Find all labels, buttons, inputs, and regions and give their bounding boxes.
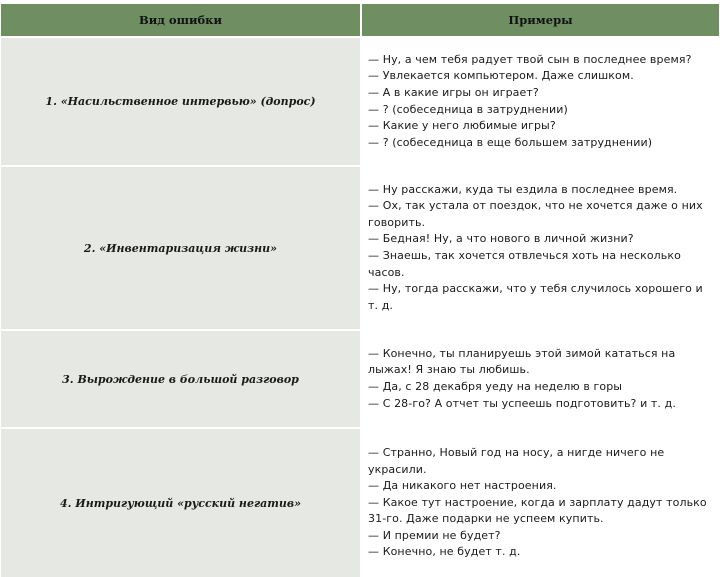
example-line: — Знаешь, так хочется отвлечься хоть на несколько часов. bbox=[368, 249, 681, 279]
example-line: — Конечно, не будет т. д. bbox=[368, 545, 521, 559]
example-line: — Ох, так устала от поездок, что не хочется даже о них говорить. bbox=[368, 199, 703, 229]
example-line: — А в какие игры он играет? bbox=[368, 85, 539, 99]
example-line: — С 28-го? А отчет ты успеешь подготовить? и т. д. bbox=[368, 396, 676, 410]
example-line: — Конечно, ты планируешь этой зимой кататься на лыжах! Я знаю ты любишь. bbox=[368, 346, 676, 377]
examples-cell bbox=[361, 428, 719, 577]
example-line: — Какие у него любимые игры? bbox=[368, 119, 556, 133]
example-line: — Увлекается компьютером. Даже слишком. bbox=[368, 69, 634, 83]
error-type-cell: 2. «Инвентаризация жизни» bbox=[1, 166, 361, 330]
example-line: — Бедная! Ну, а что нового в личной жизни? bbox=[368, 232, 634, 246]
error-type-cell: 1. «Насильственное интервью» (допрос) bbox=[1, 37, 361, 166]
table-header-row bbox=[1, 4, 719, 37]
example-line: — ? (собеседница в еще большем затруднении) bbox=[368, 135, 653, 149]
example-line: — Странно, Новый год на носу, а нигде ничего не украсили. bbox=[368, 445, 665, 476]
examples-cell bbox=[361, 166, 719, 330]
table-row bbox=[1, 330, 719, 428]
example-line: — Какое тут настроение, когда и зарплату дадут только 31-го. Даже подарки не успеем купить. bbox=[368, 495, 707, 526]
table-row bbox=[1, 166, 719, 330]
example-line: — И премии не будет? bbox=[368, 528, 501, 542]
examples-cell bbox=[361, 330, 719, 428]
table-row bbox=[1, 428, 719, 577]
example-line: — Да никакого нет настроения. bbox=[368, 479, 557, 493]
table-row bbox=[1, 37, 719, 166]
examples-cell bbox=[361, 37, 719, 166]
errors-table bbox=[1, 4, 719, 577]
example-line: — Ну расскажи, куда ты ездила в последнее время. bbox=[368, 182, 678, 196]
error-type-cell: 4. Интригующий «русский негатив» bbox=[1, 428, 361, 577]
error-type-cell: 3. Вырождение в большой разговор bbox=[1, 330, 361, 428]
example-line: — Ну, а чем тебя радует твой сын в последнее время? bbox=[368, 52, 692, 66]
example-line: — Да, с 28 декабря уеду на неделю в горы bbox=[368, 380, 623, 393]
example-line: — ? (собеседница в затруднении) bbox=[368, 102, 568, 116]
header-error-type: Вид ошибки bbox=[1, 4, 361, 37]
header-examples: Примеры bbox=[361, 4, 719, 37]
example-line: — Ну, тогда расскажи, что у тебя случилось хорошего и т. д. bbox=[368, 282, 703, 312]
